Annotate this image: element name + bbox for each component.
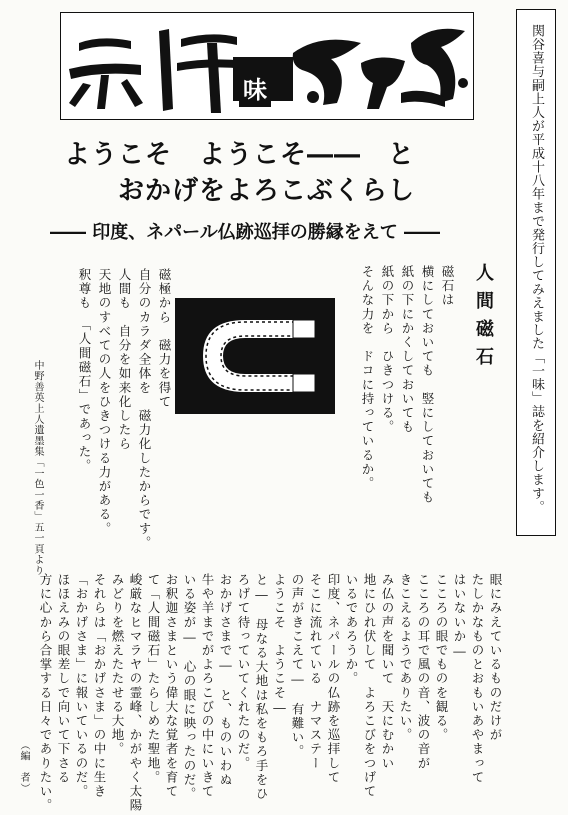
- headline-line-1: ようこそ ようこそ―― と: [64, 140, 416, 170]
- poem-line: そんな力を ドコに持っているか。: [360, 265, 375, 491]
- essay-line: 印度、ネパールの仏跡を巡拝して: [326, 573, 341, 785]
- poem-line: 自分のカラダ全体を 磁力化したからです。: [137, 268, 152, 550]
- essay-line: こころの眼でものを観る。: [434, 573, 449, 743]
- essay-line: そこに流れている ナマステー: [308, 573, 323, 771]
- poem-line: 磁石は: [440, 265, 455, 308]
- poem-line: 釈尊も 「人間磁石」であった。: [77, 268, 92, 474]
- essay-line: の声がきこえて― 有難い。: [290, 573, 305, 759]
- essay-line: みどりを燃えたたせる大地。: [110, 573, 125, 757]
- essay-line: お釈迦さまという偉大な覚者を育て: [164, 573, 179, 799]
- essay-signature: （編 者）: [18, 740, 29, 794]
- essay-line: ようこそ ようこそ―: [272, 573, 287, 717]
- essay-line: おかげさまで― と、ものいわぬ: [218, 573, 233, 787]
- subtitle: ―― 印度、ネパール仏跡巡拝の勝縁をえて ――: [50, 222, 440, 243]
- essay-line: 峻厳なヒマラヤの霊峰、かがやく太陽: [128, 573, 143, 813]
- essay-line: て「人間磁石」たらしめた聖地。: [146, 573, 161, 785]
- poem-line: 横にしておいても 竪にしておいても: [420, 265, 435, 505]
- magazine-masthead: [60, 12, 474, 120]
- headline-line-2: おかげをよろこぶくらし: [118, 176, 416, 206]
- intro-note-box: [516, 9, 556, 536]
- essay-line: 地にひれ伏して よろこびをつげて: [362, 573, 377, 799]
- poem-line: 人間も 自分を如来化したら: [117, 268, 132, 452]
- essay-line: 牛や羊までがよろこびの中にいきて: [200, 573, 215, 799]
- essay-line: み仏の声を聞いて 天にむかい: [380, 573, 395, 771]
- essay-line: ほほえみの眼差しで向いて下さる: [56, 573, 71, 785]
- essay-line: いる姿が― 心の眼に映ったのだ。: [182, 573, 197, 802]
- essay-line: たしかなものとおもいあやまって: [470, 573, 485, 785]
- essay-line: と― 母なる大地は私をもろ手をひ: [254, 573, 269, 802]
- poem-line: 紙の下から ひきつける。: [380, 265, 395, 435]
- magnet-illustration: [175, 298, 335, 414]
- essay-line: それらは「おかげさま」の中に生き: [92, 573, 107, 799]
- poem-line: 紙の下にかくしておいても: [400, 265, 415, 435]
- intro-note-text: 関谷喜与嗣上人が平成十八年まで発行してみえました「一味」誌を紹介します。: [529, 24, 544, 514]
- horseshoe-magnet-icon: [175, 298, 335, 414]
- masthead-title-kanji: 味: [239, 68, 271, 107]
- essay-line: 方に心から合掌する日々でありたい。: [38, 573, 53, 813]
- poem-line: 磁極から 磁力を得て: [157, 268, 172, 409]
- essay-line: 眼にみえているものだけが: [488, 573, 503, 743]
- poem-line: 天地のすべての人をひきつける力がある。: [97, 268, 112, 536]
- essay-line: いるであろうか。: [344, 573, 359, 686]
- poem-heading: 人間磁石: [473, 263, 494, 375]
- essay-line: はいないか―: [452, 573, 467, 661]
- essay-line: こころの耳で風の音、波の音が: [416, 573, 431, 771]
- essay-line: きこえるようでありたい。: [398, 573, 413, 743]
- essay-line: ろげて待っていてくれたのだ。: [236, 573, 251, 771]
- essay-line: 「おかげさま」に報いているのだ。: [74, 573, 89, 799]
- poem-citation: 中野善英上人遺墨集「一色一香」五一頁より: [32, 360, 43, 576]
